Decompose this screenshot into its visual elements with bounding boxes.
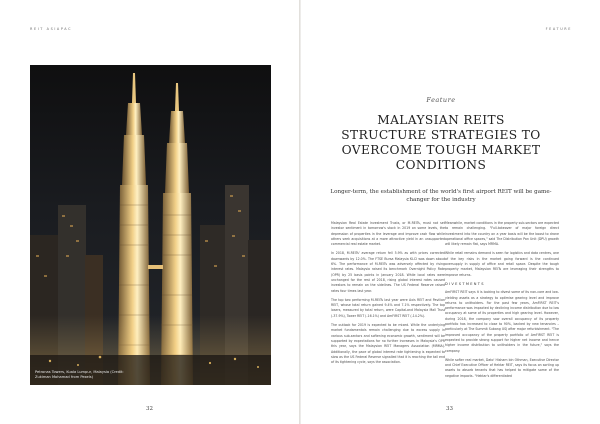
body-paragraph: The top two performing M-REITs last year were Axis REIT and Pavilion REIT, whose total return gained 9.4% and 7.1% respectively. The top losers, measured by total return, were CapitaLand Malaysia Mall Trust (-37.9%), Tower REIT (-16.1%) and AmFIRST REIT (-14.2%). bbox=[331, 297, 445, 318]
page-number-right: 33 bbox=[446, 406, 453, 412]
headline-line: MALAYSIAN REITS bbox=[377, 113, 505, 127]
body-paragraph: Malaysian Real Estate Investment Trusts, or M-REITs, must not set investor sentiment in tomorrow's stock in 2019 on some levels, the depression of properties in the leverage and improve cash flow while others seek acquisitions at a more attractive yield in an unsupported commercial real estate market. bbox=[331, 221, 445, 247]
feature-photo bbox=[30, 65, 271, 385]
section-subhead: DIVESTMENTS bbox=[445, 281, 485, 286]
headline-line: STRUCTURE STRATEGIES TO bbox=[341, 128, 541, 142]
body-paragraph: The outlook for 2019 is expected to be mixed. While the underlying market fundamentals remain challenging due to excess supply in various sub-sectors and softening economic growth, sentiment will be supported by expectations for no further increases in Malaysia's OPR this year, says the Malaysian REIT Managers Association (MRMA). Additionally, the pace of global interest rate tightening is expected to slow as the US Federal Reserve signalled that it is reaching the tail end of its tightening cycle, says the association. bbox=[331, 323, 445, 365]
body-paragraph: AmFIRST REIT says it is looking to divest some of its non-core and low-yielding assets as a strategy to optimise gearing level and improve returns to unitholders. For the past few years, AmFIRST REIT's performance was impacted by declining income distribution due to low occupancy at some of its properties and high gearing level. However, during 2018, the company saw overall occupancy of its property portfolio has increased to close to 90%, backed by new tenancies – particularly at The Summit Subang USJ after major refurbishment. "The improved occupancy of the property portfolio of AmFIRST REIT is expected to provide strong support for higher net income and hence higher income distribution to unitholders in the future," says the company. bbox=[445, 290, 559, 353]
headline-line: CONDITIONS bbox=[395, 158, 487, 172]
section-kicker: Feature bbox=[426, 96, 456, 104]
body-column-1 bbox=[331, 221, 445, 369]
body-paragraph: While softer real market, Dato' Hisham bin Othman, Executive Director and Chief Executive Officer of Hektar REIT, says its focus on sorting up assets to absorb tenants that has helped to mitigate some of the negative impacts. "Hektar's differentiated bbox=[445, 357, 559, 378]
petronas-towers-image bbox=[30, 65, 271, 385]
body-column-2 bbox=[445, 221, 559, 383]
body-paragraph: While retail remains demand is seen for logistics and data centres, one of the key risks in the market going forward is the continued oversupply in supply of office and retail space. Despite the tough property market, Malaysian REITs are leveraging their strengths to improve returns. bbox=[445, 251, 559, 277]
article-standfirst: Longer-term, the establishment of the world's first airport REIT will be game-changer for the industry bbox=[330, 189, 552, 203]
photo-caption: Petronas Towers, Kuala Lumpur, Malaysia (Credit: Zukiman Mohamad from Pexels) bbox=[35, 369, 124, 379]
spine-gutter bbox=[299, 0, 301, 424]
running-head-left: REIT ASIAPAC bbox=[30, 27, 73, 31]
body-paragraph: Meanwhile, market conditions in the property sub-sectors are expected to remain challenging. "Full-takeover of major foreign direct investment into the country on a year basis will be the boost to drone operational office spaces," said The Distribution Pan Unit (DPU) growth will likely remain flat, says MRMA. bbox=[445, 221, 559, 247]
page-number-left: 32 bbox=[146, 406, 153, 412]
headline-line: OVERCOME TOUGH MARKET bbox=[341, 143, 541, 157]
article-headline bbox=[318, 113, 564, 173]
body-paragraph: In 2018, M-REITs' average return fell 5.9% as with prices corrected downwards by 12.0%. The FTSE Bursa Malaysia KLCI was down about 6%. The performance of M-REITs was adversely affected by rising interest rates. Malaysia raised its benchmark Overnight Policy Rate (OPR) by 25 basis points in January 2018. While local rates were unchanged for the rest of 2018, rising global interest rates caused investors to remain on the sidelines. The US Federal Reserve raised rates four times last year. bbox=[331, 251, 445, 293]
running-head-right: FEATURE bbox=[545, 27, 572, 31]
